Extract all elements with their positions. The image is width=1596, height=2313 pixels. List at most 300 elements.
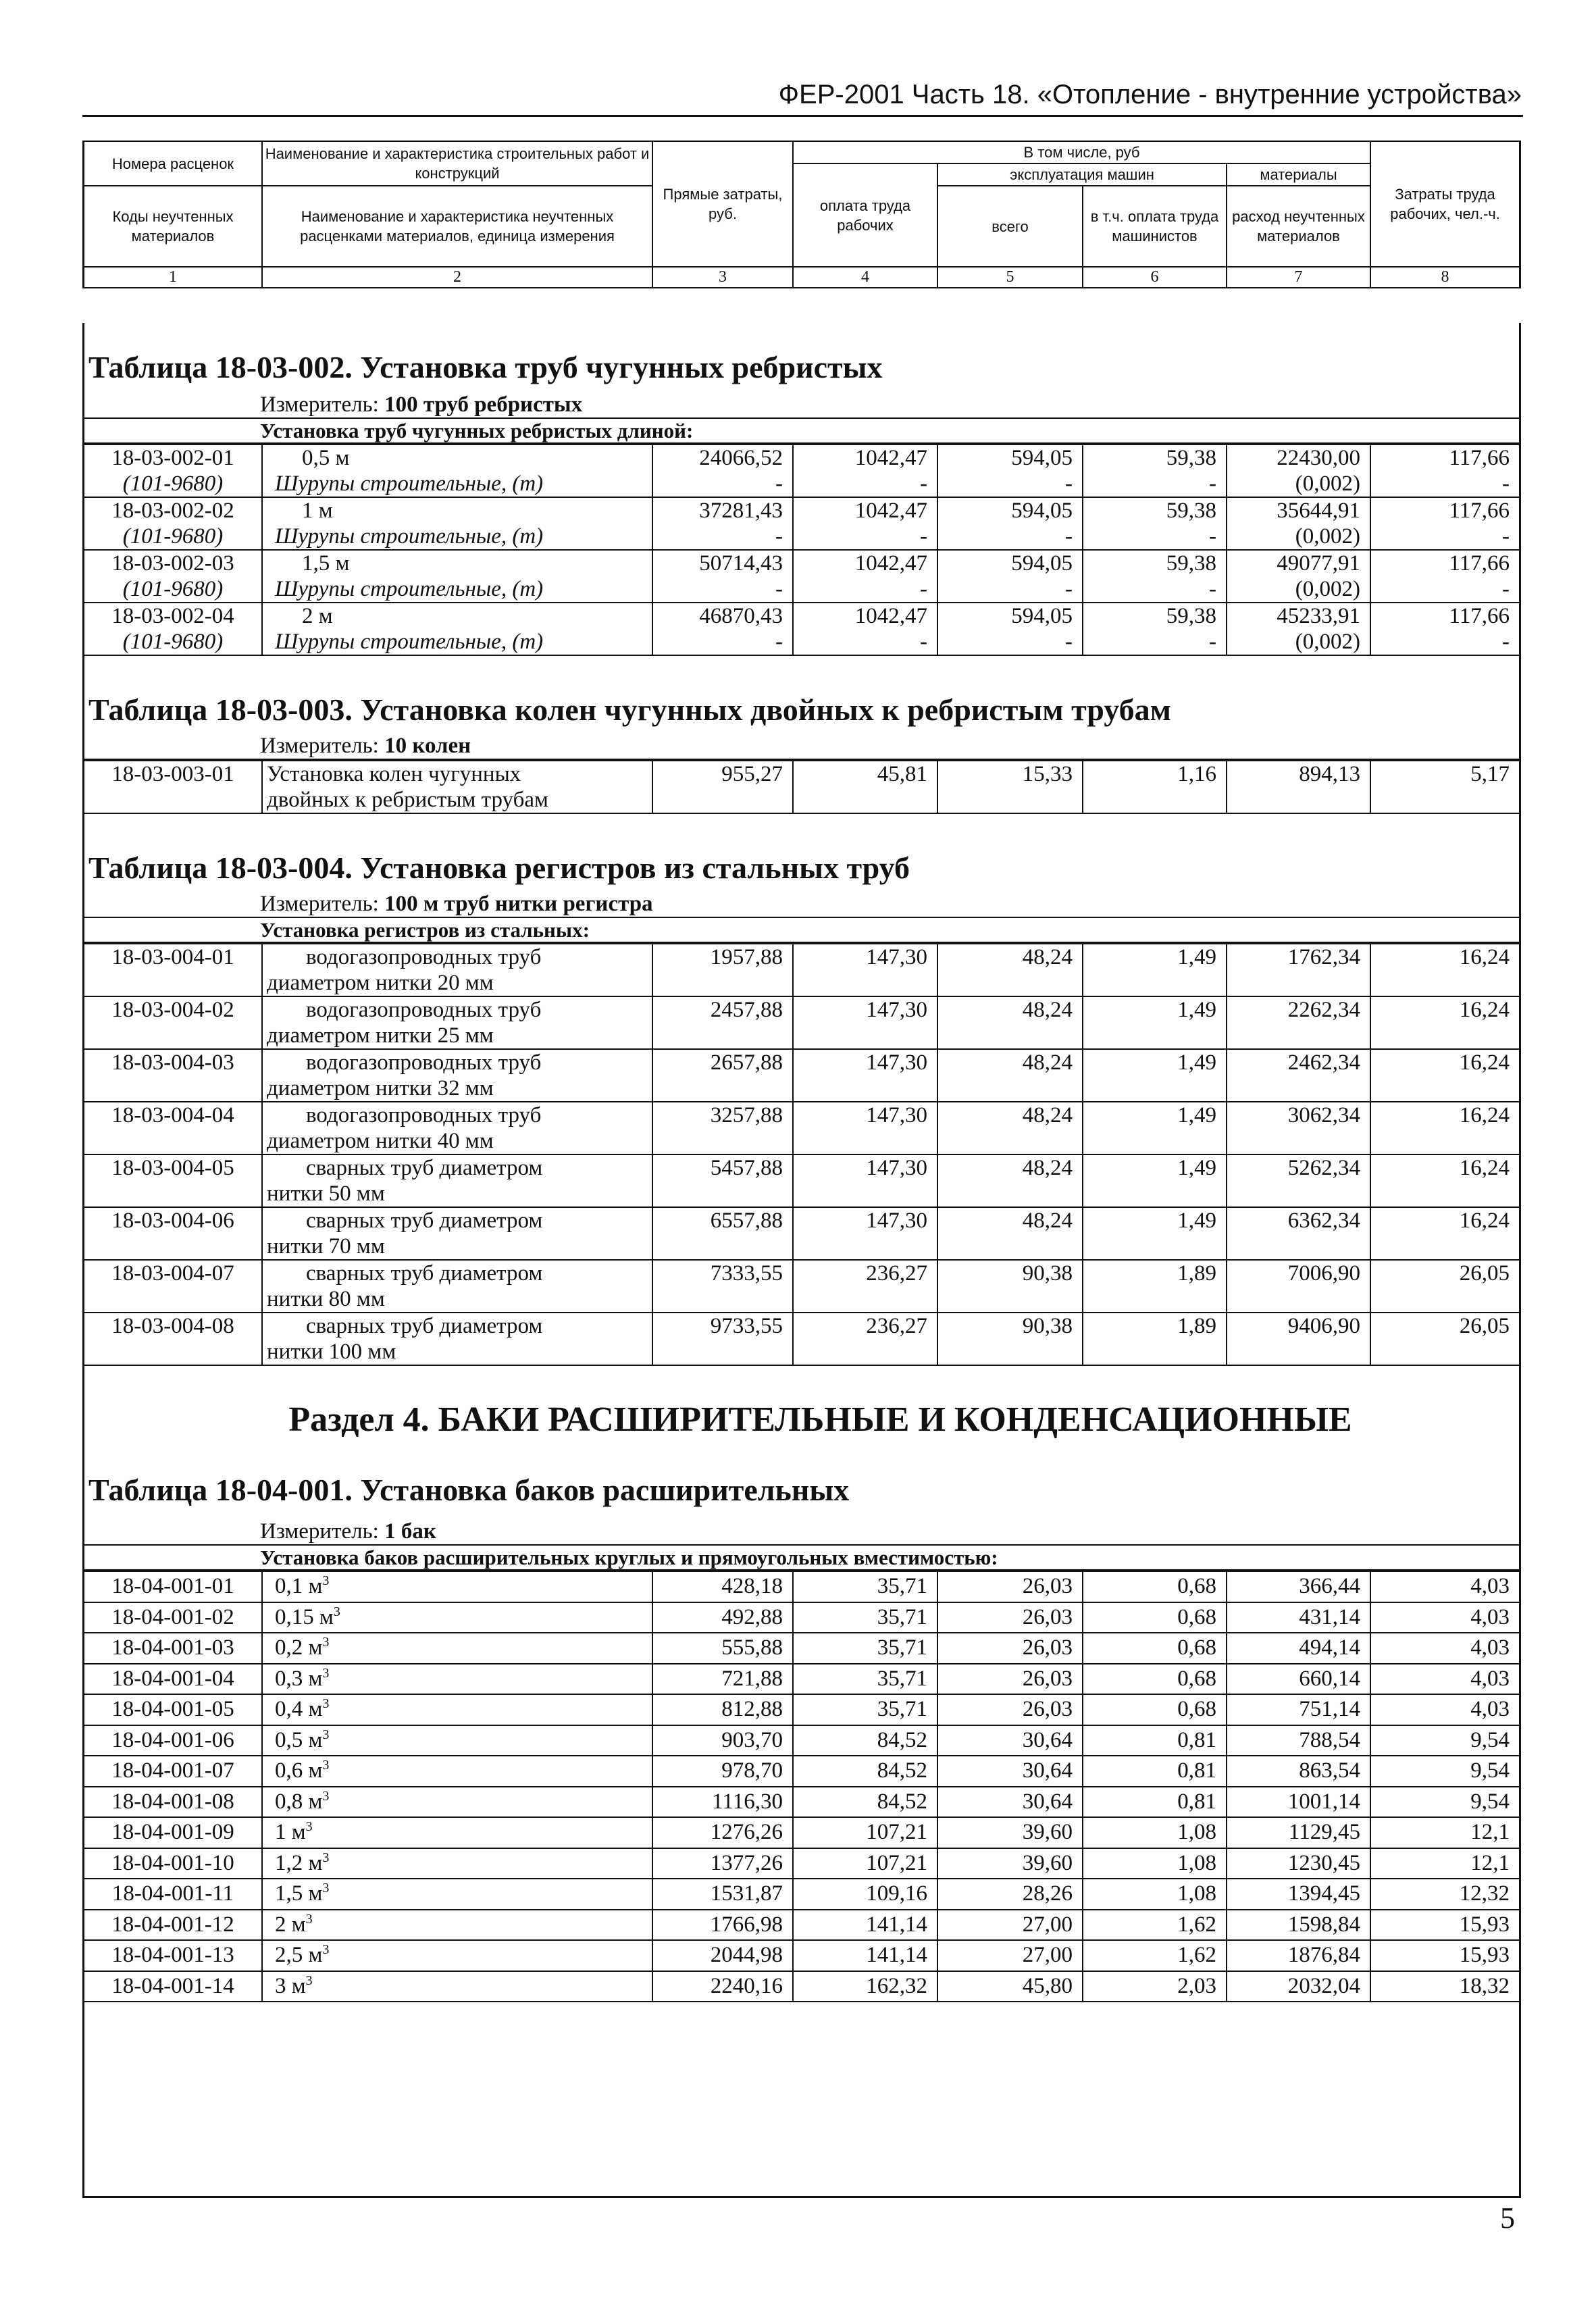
column-header [82, 141, 1521, 288]
value-cell: 35,71 [793, 1694, 937, 1725]
value-cell: - [793, 471, 937, 497]
tank-volume [262, 1664, 652, 1695]
value-cell: 147,30 [793, 944, 937, 996]
value-cell: - [937, 471, 1083, 497]
value-cell: 147,30 [793, 1049, 937, 1102]
value-cell: 59,38 [1083, 550, 1227, 576]
work-name-line1: водогазопроводных труб [306, 945, 542, 969]
value-cell: 0,81 [1083, 1725, 1227, 1756]
table-subhead: Установка регистров из стальных: [84, 917, 1519, 943]
value-cell: 117,66 [1370, 444, 1519, 471]
value-cell: 721,88 [652, 1664, 793, 1695]
value-cell: 35,71 [793, 1571, 937, 1602]
value-cell: 4,03 [1370, 1694, 1519, 1725]
table-row [84, 1313, 1519, 1365]
value-cell: 26,03 [937, 1633, 1083, 1664]
measure-label: Измеритель: [260, 892, 379, 916]
work-name [262, 944, 652, 996]
unit-superscript: 3 [305, 1911, 313, 1927]
unit-superscript: 3 [322, 1696, 330, 1711]
work-name [262, 1260, 652, 1313]
value-cell: - [652, 576, 793, 603]
value-cell: 141,14 [793, 1940, 937, 1971]
value-cell: 59,38 [1083, 497, 1227, 524]
value-cell: - [1083, 524, 1227, 550]
volume-value: 2,5 м [275, 1943, 323, 1967]
value-cell: 4,03 [1370, 1571, 1519, 1602]
value-cell: 162,32 [793, 1971, 937, 2002]
volume-value: 0,5 м [275, 1727, 323, 1752]
volume-value: 0,15 м [275, 1604, 334, 1629]
tank-volume [262, 1817, 652, 1848]
header-num: 6 [1083, 267, 1227, 288]
value-cell: 27,00 [937, 1910, 1083, 1941]
value-cell: 1,89 [1083, 1313, 1227, 1365]
value-cell: 90,38 [937, 1260, 1083, 1313]
table-row [84, 1910, 1519, 1941]
value-cell: 1957,88 [652, 944, 793, 996]
tables-body [82, 323, 1521, 2198]
value-cell: 147,30 [793, 1154, 937, 1207]
running-header: ФЕР-2001 Часть 18. «Отопление - внутренние устройства» [778, 80, 1522, 109]
value-cell: 141,14 [793, 1910, 937, 1941]
value-cell: 4,03 [1370, 1633, 1519, 1664]
value-cell: 26,05 [1370, 1260, 1519, 1313]
value-cell: 594,05 [937, 444, 1083, 471]
value-cell: 39,60 [937, 1817, 1083, 1848]
value-cell: - [793, 629, 937, 655]
value-cell: 48,24 [937, 1049, 1083, 1102]
header-num: 1 [84, 267, 262, 288]
tank-volume [262, 1910, 652, 1941]
work-name [262, 1313, 652, 1365]
work-name [262, 1049, 652, 1102]
header-codes: Номера расценок [84, 141, 262, 186]
value-cell: 366,44 [1227, 1571, 1370, 1602]
table-row [84, 1725, 1519, 1756]
table-row [84, 1102, 1519, 1154]
value-cell: 236,27 [793, 1313, 937, 1365]
table-row [84, 1207, 1519, 1260]
rate-code: 18-04-001-06 [84, 1725, 262, 1756]
value-cell: 6557,88 [652, 1207, 793, 1260]
table-row [84, 1260, 1519, 1313]
volume-value: 1,5 м [275, 1881, 323, 1906]
header-num: 8 [1370, 267, 1519, 288]
value-cell: - [937, 524, 1083, 550]
value-cell: - [1370, 576, 1519, 603]
rate-code: 18-04-001-05 [84, 1694, 262, 1725]
value-cell: 0,81 [1083, 1787, 1227, 1818]
volume-value: 1 м [275, 1820, 306, 1844]
unit-superscript: 3 [322, 1727, 330, 1742]
value-cell: (0,002) [1227, 471, 1370, 497]
value-cell: 9,54 [1370, 1756, 1519, 1787]
table-row [84, 1879, 1519, 1910]
header-rule [82, 115, 1523, 117]
value-cell: 45,81 [793, 761, 937, 813]
value-cell: - [1083, 629, 1227, 655]
table-title: Таблица 18-03-002. Установка труб чугунных ребристых [88, 350, 883, 384]
value-cell: 24066,52 [652, 444, 793, 471]
value-cell: 16,24 [1370, 996, 1519, 1049]
header-machines-total: всего [937, 186, 1083, 267]
value-cell: 1129,45 [1227, 1817, 1370, 1848]
value-cell: 26,03 [937, 1602, 1083, 1633]
value-cell: 15,33 [937, 761, 1083, 813]
rate-code: 18-03-002-01 [84, 444, 262, 471]
value-cell: - [652, 629, 793, 655]
table-measure [84, 891, 1519, 917]
value-cell: 35644,91 [1227, 497, 1370, 524]
value-cell: 109,16 [793, 1879, 937, 1910]
measure-label: Измеритель: [260, 1519, 379, 1544]
value-cell: 117,66 [1370, 550, 1519, 576]
header-group: В том числе, руб [793, 141, 1370, 163]
value-cell: 84,52 [793, 1725, 937, 1756]
tank-volume [262, 1848, 652, 1879]
value-cell: 1,08 [1083, 1879, 1227, 1910]
value-cell: 12,1 [1370, 1817, 1519, 1848]
table-row [84, 996, 1519, 1049]
work-name-line2: нитки 100 мм [267, 1340, 396, 1364]
value-cell: 1766,98 [652, 1910, 793, 1941]
value-cell: 1,08 [1083, 1848, 1227, 1879]
value-cell: 1042,47 [793, 603, 937, 629]
value-cell: 4,03 [1370, 1664, 1519, 1695]
value-cell: 428,18 [652, 1571, 793, 1602]
table-row [84, 1049, 1519, 1102]
rate-code: 18-03-002-02 [84, 497, 262, 524]
measure-value: 1 бак [384, 1519, 436, 1544]
value-cell: 16,24 [1370, 1102, 1519, 1154]
value-cell: (0,002) [1227, 576, 1370, 603]
value-cell: 751,14 [1227, 1694, 1370, 1725]
table-row [84, 1664, 1519, 1695]
table-row [84, 1602, 1519, 1633]
value-cell: - [1083, 576, 1227, 603]
unit-superscript: 3 [322, 1850, 330, 1865]
column-header-table [84, 141, 1519, 288]
volume-value: 0,6 м [275, 1758, 323, 1783]
value-cell: 27,00 [937, 1940, 1083, 1971]
table-row [84, 1633, 1519, 1664]
material-row [84, 629, 1519, 655]
value-cell: 16,24 [1370, 1207, 1519, 1260]
value-cell: 3257,88 [652, 1102, 793, 1154]
value-cell: - [793, 524, 937, 550]
value-cell: 9406,90 [1227, 1313, 1370, 1365]
value-cell: (0,002) [1227, 524, 1370, 550]
value-cell: - [652, 471, 793, 497]
value-cell: 12,1 [1370, 1848, 1519, 1879]
value-cell: 2457,88 [652, 996, 793, 1049]
unit-superscript: 3 [322, 1788, 330, 1804]
rate-code: 18-03-004-02 [84, 996, 262, 1049]
tank-volume [262, 1571, 652, 1602]
work-name [262, 761, 652, 813]
header-direct-costs: Прямые затраты, руб. [652, 141, 793, 267]
volume-value: 1,2 м [275, 1850, 323, 1875]
header-materials: материалы [1227, 163, 1370, 186]
value-cell: 1,08 [1083, 1817, 1227, 1848]
tank-volume [262, 1633, 652, 1664]
work-name-line1: водогазопроводных труб [306, 1103, 542, 1127]
work-name: 1,5 м [262, 550, 652, 576]
value-cell: 2462,34 [1227, 1049, 1370, 1102]
value-cell: 5262,34 [1227, 1154, 1370, 1207]
table-18-04-001 [84, 1571, 1519, 2002]
value-cell: 0,81 [1083, 1756, 1227, 1787]
value-cell: 35,71 [793, 1664, 937, 1695]
rate-code: 18-04-001-08 [84, 1787, 262, 1818]
material-name: Шурупы строительные, (т) [262, 471, 652, 497]
rate-code: 18-04-001-10 [84, 1848, 262, 1879]
unit-superscript: 3 [322, 1573, 330, 1588]
value-cell: 1042,47 [793, 444, 937, 471]
value-cell: 1001,14 [1227, 1787, 1370, 1818]
work-name [262, 1102, 652, 1154]
value-cell: 0,68 [1083, 1571, 1227, 1602]
table-18-03-004 [84, 943, 1519, 1366]
rate-code: 18-03-004-05 [84, 1154, 262, 1207]
value-cell: 147,30 [793, 996, 937, 1049]
material-row [84, 524, 1519, 550]
value-cell: 48,24 [937, 944, 1083, 996]
value-cell: 107,21 [793, 1817, 937, 1848]
value-cell: 1042,47 [793, 497, 937, 524]
value-cell: 147,30 [793, 1102, 937, 1154]
work-name-line2: нитки 70 мм [267, 1234, 385, 1259]
table-row [84, 1848, 1519, 1879]
value-cell: 107,21 [793, 1848, 937, 1879]
unit-superscript: 3 [322, 1942, 330, 1957]
rate-code: 18-04-001-12 [84, 1910, 262, 1941]
rate-code: 18-04-001-03 [84, 1633, 262, 1664]
value-cell: 4,03 [1370, 1602, 1519, 1633]
table-row [84, 944, 1519, 996]
tank-volume [262, 1971, 652, 2002]
header-num: 7 [1227, 267, 1370, 288]
value-cell: 2240,16 [652, 1971, 793, 2002]
header-labor: Затраты труда рабочих, чел.-ч. [1370, 141, 1519, 267]
rate-code: 18-04-001-11 [84, 1879, 262, 1910]
value-cell: 5,17 [1370, 761, 1519, 813]
volume-value: 0,4 м [275, 1697, 323, 1721]
rate-code: 18-04-001-01 [84, 1571, 262, 1602]
value-cell: 50714,43 [652, 550, 793, 576]
table-row [84, 550, 1519, 576]
value-cell: 1876,84 [1227, 1940, 1370, 1971]
rate-code: 18-03-003-01 [84, 761, 262, 813]
work-name-line2: диаметром нитки 25 мм [267, 1023, 494, 1048]
value-cell: 894,13 [1227, 761, 1370, 813]
table-subhead: Установка баков расширительных круглых и прямоугольных вместимостью: [84, 1544, 1519, 1571]
material-code: (101-9680) [84, 471, 262, 497]
value-cell: - [652, 524, 793, 550]
table-18-03-003 [84, 760, 1519, 814]
work-name-line2: двойных к ребристым трубам [267, 788, 548, 812]
value-cell: 26,03 [937, 1694, 1083, 1725]
work-name-line1: сварных труб диаметром [306, 1209, 543, 1233]
table-measure [84, 733, 1519, 760]
value-cell: 1762,34 [1227, 944, 1370, 996]
header-machines: эксплуатация машин [937, 163, 1227, 186]
tank-volume [262, 1940, 652, 1971]
header-num: 3 [652, 267, 793, 288]
tank-volume [262, 1756, 652, 1787]
value-cell: - [1083, 471, 1227, 497]
value-cell: 812,88 [652, 1694, 793, 1725]
value-cell: - [1370, 471, 1519, 497]
value-cell: 2262,34 [1227, 996, 1370, 1049]
unit-superscript: 3 [322, 1665, 330, 1681]
rate-code: 18-04-001-02 [84, 1602, 262, 1633]
table-row [84, 444, 1519, 471]
header-material-name: Наименование и характеристика неучтенных расценками материалов, единица измерения [262, 186, 652, 267]
work-name-line1: Установка колен чугунных [267, 762, 521, 786]
table-title: Таблица 18-04-001. Установка баков расширительных [88, 1473, 850, 1507]
rate-code: 18-04-001-07 [84, 1756, 262, 1787]
work-name: 2 м [262, 603, 652, 629]
work-name-line1: сварных труб диаметром [306, 1314, 543, 1338]
value-cell: - [937, 576, 1083, 603]
value-cell: 1276,26 [652, 1817, 793, 1848]
value-cell: 1,49 [1083, 1102, 1227, 1154]
value-cell: 6362,34 [1227, 1207, 1370, 1260]
value-cell: 863,54 [1227, 1756, 1370, 1787]
rate-code: 18-04-001-04 [84, 1664, 262, 1695]
tank-volume [262, 1694, 652, 1725]
tank-volume [262, 1879, 652, 1910]
value-cell: 35,71 [793, 1633, 937, 1664]
value-cell: 147,30 [793, 1207, 937, 1260]
value-cell: 30,64 [937, 1725, 1083, 1756]
measure-label: Измеритель: [260, 392, 379, 417]
rate-code: 18-03-004-01 [84, 944, 262, 996]
material-name: Шурупы строительные, (т) [262, 576, 652, 603]
value-cell: 5457,88 [652, 1154, 793, 1207]
table-row [84, 1971, 1519, 2002]
volume-value: 3 м [275, 1973, 306, 1998]
header-material-consumption: расход неучтенных материалов [1227, 186, 1370, 267]
tank-volume [262, 1787, 652, 1818]
value-cell: 28,26 [937, 1879, 1083, 1910]
table-measure [84, 392, 1519, 417]
value-cell: 594,05 [937, 550, 1083, 576]
value-cell: 1377,26 [652, 1848, 793, 1879]
value-cell: 117,66 [1370, 603, 1519, 629]
header-num: 5 [937, 267, 1083, 288]
value-cell: 39,60 [937, 1848, 1083, 1879]
value-cell: 117,66 [1370, 497, 1519, 524]
table-row [84, 761, 1519, 813]
value-cell: 45,80 [937, 1971, 1083, 2002]
work-name-line1: сварных труб диаметром [306, 1261, 543, 1286]
value-cell: 15,93 [1370, 1910, 1519, 1941]
table-row [84, 1940, 1519, 1971]
value-cell: 1598,84 [1227, 1910, 1370, 1941]
work-name [262, 1207, 652, 1260]
header-numbers-row [84, 267, 1519, 288]
value-cell: 16,24 [1370, 944, 1519, 996]
value-cell: 1,89 [1083, 1260, 1227, 1313]
value-cell: 555,88 [652, 1633, 793, 1664]
value-cell: 955,27 [652, 761, 793, 813]
value-cell: 0,68 [1083, 1694, 1227, 1725]
value-cell: 9,54 [1370, 1787, 1519, 1818]
rate-code: 18-03-002-04 [84, 603, 262, 629]
material-code: (101-9680) [84, 524, 262, 550]
value-cell: 26,05 [1370, 1313, 1519, 1365]
value-cell: 16,24 [1370, 1154, 1519, 1207]
value-cell: 18,32 [1370, 1971, 1519, 2002]
table-subhead: Установка труб чугунных ребристых длиной: [84, 417, 1519, 444]
table-row [84, 1756, 1519, 1787]
table-title: Таблица 18-03-003. Установка колен чугунных двойных к ребристым трубам [88, 692, 1171, 727]
table-row [84, 603, 1519, 629]
value-cell: 1394,45 [1227, 1879, 1370, 1910]
work-name-line2: нитки 80 мм [267, 1287, 385, 1311]
unit-superscript: 3 [305, 1819, 313, 1834]
value-cell: 9733,55 [652, 1313, 793, 1365]
value-cell: 594,05 [937, 603, 1083, 629]
value-cell: 26,03 [937, 1571, 1083, 1602]
material-row [84, 576, 1519, 603]
page-number: 5 [1500, 2202, 1515, 2235]
value-cell: 59,38 [1083, 603, 1227, 629]
value-cell: 84,52 [793, 1756, 937, 1787]
work-name [262, 996, 652, 1049]
value-cell: 0,68 [1083, 1633, 1227, 1664]
rate-code: 18-04-001-09 [84, 1817, 262, 1848]
value-cell: 59,38 [1083, 444, 1227, 471]
work-name-line2: диаметром нитки 40 мм [267, 1129, 494, 1153]
value-cell: 1,49 [1083, 1049, 1227, 1102]
unit-superscript: 3 [333, 1604, 340, 1619]
value-cell: 2044,98 [652, 1940, 793, 1971]
table-measure [84, 1519, 1519, 1544]
value-cell: 1,49 [1083, 996, 1227, 1049]
value-cell: 48,24 [937, 1154, 1083, 1207]
value-cell: 236,27 [793, 1260, 937, 1313]
value-cell: 1116,30 [652, 1787, 793, 1818]
work-name: 0,5 м [262, 444, 652, 471]
value-cell: 48,24 [937, 996, 1083, 1049]
value-cell: - [937, 629, 1083, 655]
rate-code: 18-03-004-04 [84, 1102, 262, 1154]
value-cell: 0,68 [1083, 1664, 1227, 1695]
table-row [84, 1787, 1519, 1818]
value-cell: 492,88 [652, 1602, 793, 1633]
value-cell: 49077,91 [1227, 550, 1370, 576]
value-cell: 494,14 [1227, 1633, 1370, 1664]
value-cell: 1,62 [1083, 1910, 1227, 1941]
material-code: (101-9680) [84, 576, 262, 603]
unit-superscript: 3 [322, 1758, 330, 1773]
value-cell: 7333,55 [652, 1260, 793, 1313]
value-cell: 1230,45 [1227, 1848, 1370, 1879]
volume-value: 0,8 м [275, 1789, 323, 1814]
header-worker-pay: оплата труда рабочих [793, 163, 937, 267]
rate-code: 18-03-004-08 [84, 1313, 262, 1365]
value-cell: 431,14 [1227, 1602, 1370, 1633]
value-cell: 2,03 [1083, 1971, 1227, 2002]
work-name-line2: диаметром нитки 20 мм [267, 971, 494, 995]
work-name-line2: диаметром нитки 32 мм [267, 1076, 494, 1100]
work-name-line1: сварных труб диаметром [306, 1156, 543, 1180]
value-cell: 30,64 [937, 1756, 1083, 1787]
